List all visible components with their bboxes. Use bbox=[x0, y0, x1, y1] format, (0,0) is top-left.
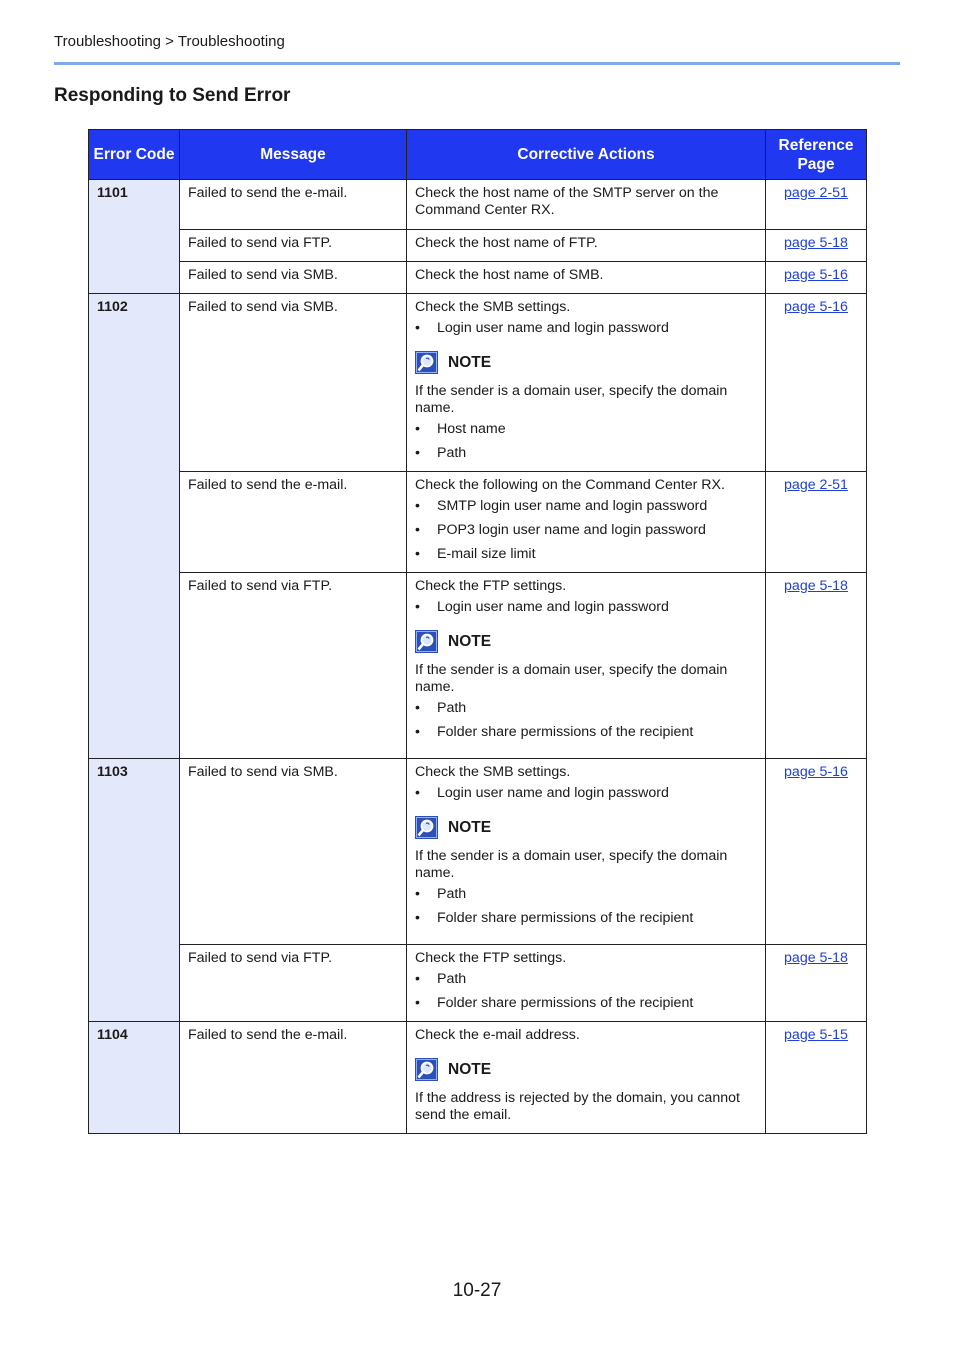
reference-cell bbox=[766, 759, 867, 945]
action-text: Check the following on the Command Center RX. bbox=[415, 477, 725, 493]
action-bullet-list bbox=[415, 971, 757, 1012]
action-cell bbox=[407, 759, 766, 945]
bullet-item: • E-mail size limit bbox=[415, 546, 536, 562]
action-bullet-list bbox=[415, 320, 757, 337]
bullet-item: • Path bbox=[415, 971, 467, 987]
error-table bbox=[88, 129, 867, 1134]
bullet-item: • Path bbox=[415, 886, 467, 902]
reference-link[interactable]: page 5-18 bbox=[784, 235, 848, 251]
note-text: If the sender is a domain user, specify the domain name. bbox=[415, 848, 728, 881]
note-bullet-list bbox=[415, 421, 757, 462]
bullet-item: • Login user name and login password bbox=[415, 320, 669, 336]
bullet-item: • Login user name and login password bbox=[415, 785, 669, 801]
reference-cell bbox=[766, 1022, 867, 1134]
action-cell bbox=[407, 180, 766, 230]
message-cell: Failed to send via FTP. bbox=[180, 230, 407, 262]
note-heading bbox=[415, 815, 757, 839]
error-code: 1102 bbox=[89, 294, 180, 759]
note-magnifier-icon bbox=[415, 630, 438, 653]
note-magnifier-icon bbox=[415, 351, 438, 374]
action-cell bbox=[407, 294, 766, 472]
table-row bbox=[89, 1022, 867, 1134]
note-heading bbox=[415, 350, 757, 374]
bullet-item: • Path bbox=[415, 445, 467, 461]
action-cell bbox=[407, 262, 766, 294]
note-label: NOTE bbox=[448, 632, 492, 650]
breadcrumb: Troubleshooting > Troubleshooting bbox=[54, 33, 285, 50]
table-row bbox=[89, 573, 867, 759]
action-text: Check the FTP settings. bbox=[415, 578, 567, 594]
note-heading bbox=[415, 1057, 757, 1081]
action-cell bbox=[407, 472, 766, 573]
reference-link[interactable]: page 5-16 bbox=[784, 267, 848, 283]
reference-cell bbox=[766, 180, 867, 230]
note-magnifier-icon bbox=[415, 816, 438, 839]
reference-cell bbox=[766, 230, 867, 262]
reference-link[interactable]: page 2-51 bbox=[784, 185, 848, 201]
message-cell: Failed to send the e-mail. bbox=[180, 472, 407, 573]
message-cell: Failed to send via SMB. bbox=[180, 294, 407, 472]
reference-cell bbox=[766, 472, 867, 573]
action-cell bbox=[407, 945, 766, 1022]
action-text: Check the host name of SMB. bbox=[415, 267, 604, 283]
note-bullet-list bbox=[415, 700, 757, 741]
action-cell bbox=[407, 573, 766, 759]
reference-link[interactable]: page 5-18 bbox=[784, 950, 848, 966]
action-text: Check the SMB settings. bbox=[415, 299, 571, 315]
reference-cell bbox=[766, 262, 867, 294]
page-number: 10-27 bbox=[452, 1280, 502, 1301]
action-text: Check the SMB settings. bbox=[415, 764, 571, 780]
message-cell: Failed to send the e-mail. bbox=[180, 1022, 407, 1134]
note-text: If the sender is a domain user, specify the domain name. bbox=[415, 383, 728, 416]
table-row bbox=[89, 759, 867, 945]
bullet-item: • Folder share permissions of the recipient bbox=[415, 724, 694, 740]
table-row bbox=[89, 294, 867, 472]
note-magnifier-icon bbox=[415, 1058, 438, 1081]
note-bullet-list bbox=[415, 886, 757, 927]
reference-link[interactable]: page 2-51 bbox=[784, 477, 848, 493]
action-text: Check the host name of FTP. bbox=[415, 235, 598, 251]
bullet-item: • Login user name and login password bbox=[415, 599, 669, 615]
reference-cell bbox=[766, 945, 867, 1022]
header-reference-page: Reference Page bbox=[766, 130, 867, 180]
action-bullet-list bbox=[415, 785, 757, 802]
reference-link[interactable]: page 5-18 bbox=[784, 578, 848, 594]
action-cell bbox=[407, 1022, 766, 1134]
bullet-item: • Host name bbox=[415, 421, 506, 437]
bullet-item: • Folder share permissions of the recipient bbox=[415, 910, 694, 926]
message-cell: Failed to send the e-mail. bbox=[180, 180, 407, 230]
action-bullet-list bbox=[415, 498, 757, 563]
bullet-item: • POP3 login user name and login password bbox=[415, 522, 706, 538]
action-cell bbox=[407, 230, 766, 262]
note-heading bbox=[415, 629, 757, 653]
reference-link[interactable]: page 5-16 bbox=[784, 764, 848, 780]
note-label: NOTE bbox=[448, 818, 492, 836]
table-row bbox=[89, 945, 867, 1022]
table-row bbox=[89, 262, 867, 294]
section-title: Responding to Send Error bbox=[54, 85, 291, 106]
table-row bbox=[89, 230, 867, 262]
action-text: Check the host name of the SMTP server on the Command Center RX. bbox=[415, 185, 719, 218]
header-rule bbox=[54, 62, 900, 65]
message-cell: Failed to send via SMB. bbox=[180, 262, 407, 294]
header-message: Message bbox=[180, 130, 407, 180]
note-text: If the sender is a domain user, specify the domain name. bbox=[415, 662, 728, 695]
error-code: 1101 bbox=[89, 180, 180, 294]
reference-link[interactable]: page 5-15 bbox=[784, 1027, 848, 1043]
error-code: 1103 bbox=[89, 759, 180, 1022]
bullet-item: • Folder share permissions of the recipient bbox=[415, 995, 694, 1011]
bullet-item: • SMTP login user name and login password bbox=[415, 498, 708, 514]
reference-link[interactable]: page 5-16 bbox=[784, 299, 848, 315]
note-label: NOTE bbox=[448, 353, 492, 371]
message-cell: Failed to send via SMB. bbox=[180, 759, 407, 945]
reference-cell bbox=[766, 573, 867, 759]
action-text: Check the e-mail address. bbox=[415, 1027, 580, 1043]
header-corrective-actions: Corrective Actions bbox=[407, 130, 766, 180]
note-text: If the address is rejected by the domain, you cannot send the email. bbox=[415, 1090, 740, 1123]
reference-cell bbox=[766, 294, 867, 472]
table-row bbox=[89, 180, 867, 230]
table-row bbox=[89, 472, 867, 573]
action-text: Check the FTP settings. bbox=[415, 950, 567, 966]
bullet-item: • Path bbox=[415, 700, 467, 716]
note-label: NOTE bbox=[448, 1060, 492, 1078]
message-cell: Failed to send via FTP. bbox=[180, 573, 407, 759]
header-error-code: Error Code bbox=[89, 130, 180, 180]
action-bullet-list bbox=[415, 599, 757, 616]
message-cell: Failed to send via FTP. bbox=[180, 945, 407, 1022]
error-code: 1104 bbox=[89, 1022, 180, 1134]
table-header-row bbox=[89, 130, 867, 180]
